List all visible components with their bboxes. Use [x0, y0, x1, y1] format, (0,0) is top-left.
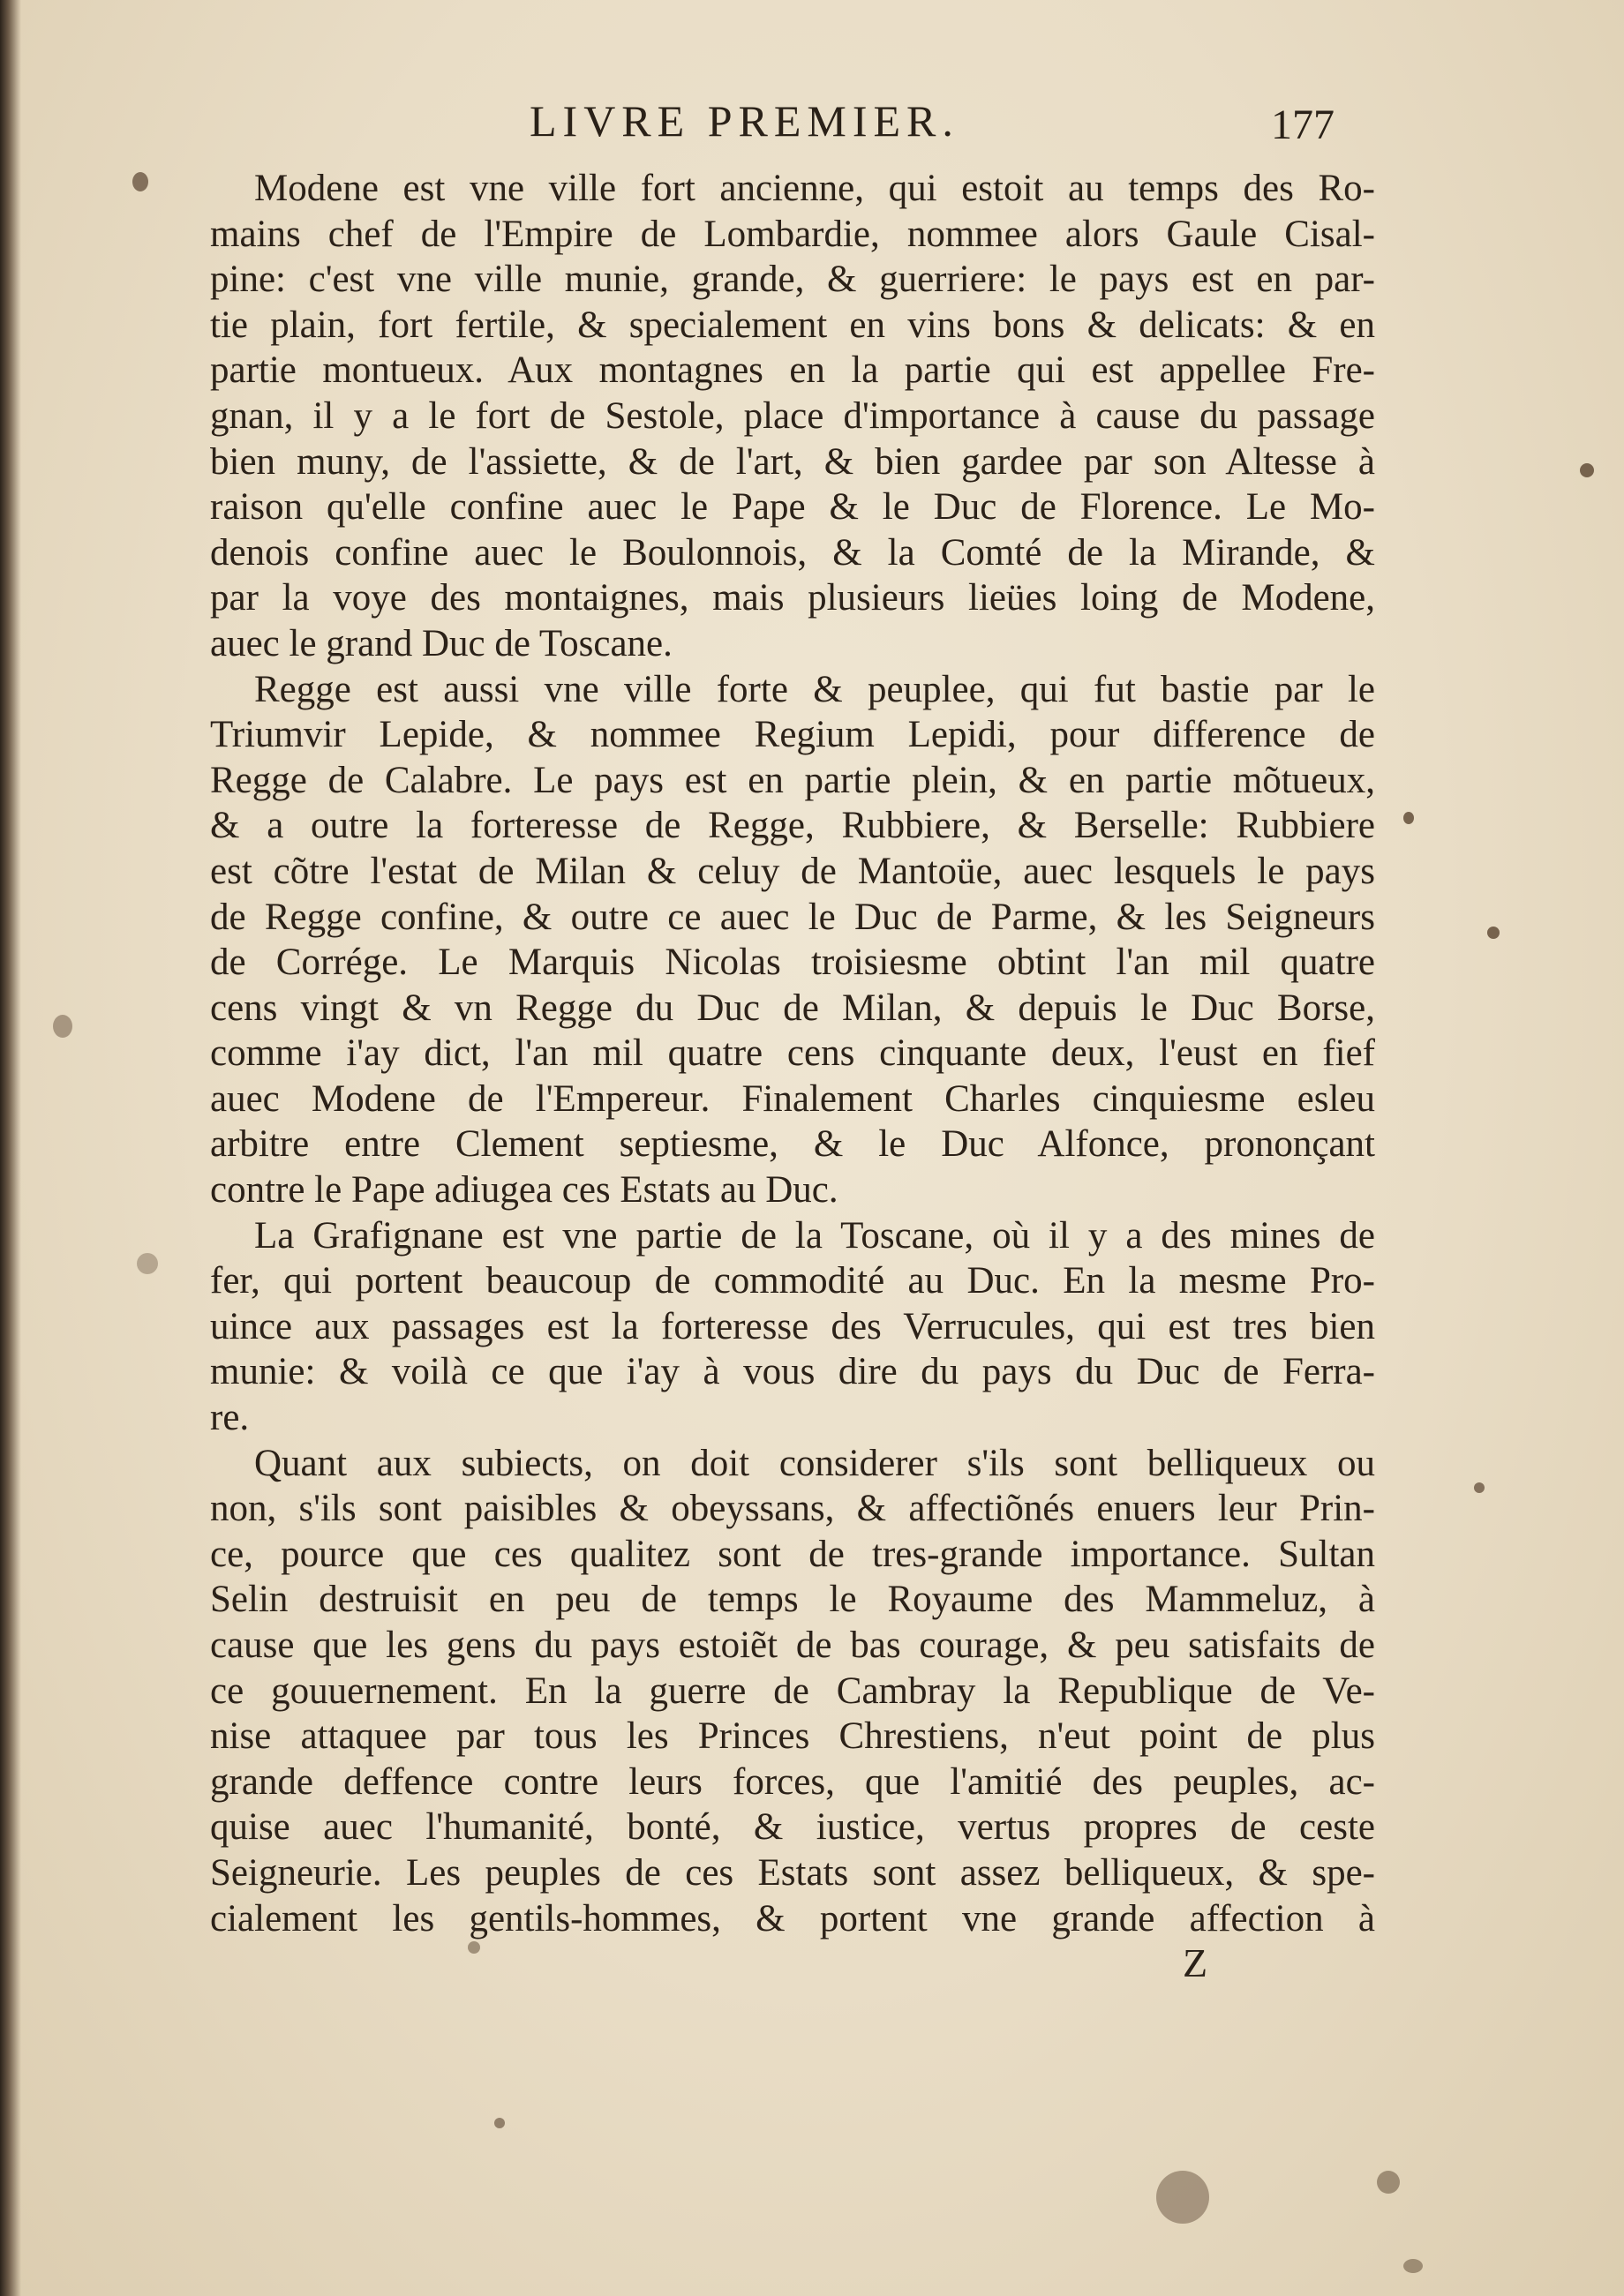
text-line: fer, qui portent beaucoup de commodité au Duc. En la mesme Pro-	[210, 1260, 1375, 1302]
page-spine-shadow	[0, 0, 21, 2296]
foxing-spot	[137, 1253, 158, 1274]
foxing-spot	[468, 1941, 480, 1954]
text-line: est cõtre l'estat de Milan & celuy de Mantoüe, auec lesquels le pays	[210, 850, 1375, 892]
text-line: grande deffence contre leurs forces, que l'amitié des peuples, ac-	[210, 1760, 1375, 1803]
text-line: cens vingt & vn Regge du Duc de Milan, & depuis le Duc Borse,	[210, 987, 1375, 1029]
text-line: ce, pource que ces qualitez sont de tres-grande importance. Sultan	[210, 1533, 1375, 1575]
text-line: gnan, il y a le fort de Sestole, place d'importance à cause du passage	[210, 394, 1375, 437]
text-line: raison qu'elle confine auec le Pape & le Duc de Florence. Le Mo-	[210, 486, 1375, 529]
foxing-spot	[1474, 1482, 1485, 1493]
text-line: Regge de Calabre. Le pays est en partie plein, & en partie mõtueux,	[210, 759, 1375, 801]
text-line: de Corrége. Le Marquis Nicolas troisiesme obtint l'an mil quatre	[210, 942, 1375, 984]
text-line: mains chef de l'Empire de Lombardie, nommee alors Gaule Cisal-	[210, 213, 1375, 255]
text-line: uince aux passages est la forteresse des Verrucules, qui est tres bien	[210, 1305, 1375, 1347]
foxing-spot	[1377, 2171, 1400, 2194]
foxing-spot	[1403, 812, 1414, 824]
text-line: nise attaquee par tous les Princes Chrestiens, n'eut point de plus	[210, 1715, 1375, 1758]
page-header	[0, 95, 1624, 166]
text-line: bien muny, de l'assiette, & de l'art, & bien gardee par son Altesse à	[210, 440, 1375, 483]
text-line: Triumvir Lepide, & nommee Regium Lepidi, pour difference de	[210, 714, 1375, 756]
foxing-spot	[494, 2118, 505, 2128]
text-line: cause que les gens du pays estoiẽt de bas courage, & peu satisfaits de	[210, 1624, 1375, 1666]
text-line: Seigneurie. Les peuples de ces Estats sont assez belliqueux, & spe-	[210, 1851, 1375, 1894]
foxing-spot	[1580, 463, 1594, 477]
text-line: Selin destruisit en peu de temps le Royaume des Mammeluz, à	[210, 1579, 1375, 1621]
text-line: non, s'ils sont paisibles & obeyssans, & affectiõnés enuers leur Prin-	[210, 1488, 1375, 1530]
text-line: tie plain, fort fertile, & specialement en vins bons & delicats: & en	[210, 304, 1375, 346]
signature-mark: Z	[1183, 1940, 1208, 1985]
text-line: pine: c'est vne ville munie, grande, & guerriere: le pays est en par-	[210, 259, 1375, 301]
body-text	[210, 166, 1375, 1941]
foxing-spot	[1487, 927, 1500, 939]
text-line: de Regge confine, & outre ce auec le Duc de Parme, & les Seigneurs	[210, 896, 1375, 938]
foxing-spot	[132, 172, 148, 191]
foxing-spot	[1156, 2171, 1209, 2224]
text-line: quise auec l'humanité, bonté, & iustice, vertus propres de ceste	[210, 1806, 1375, 1849]
text-line: auec le grand Duc de Toscane.	[210, 622, 673, 664]
text-line: arbitre entre Clement septiesme, & le Duc Alfonce, prononçant	[210, 1123, 1375, 1166]
page-number: 177	[1271, 101, 1335, 148]
foxing-spot	[1403, 2259, 1423, 2273]
text-line: La Grafignane est vne partie de la Toscane, où il y a des mines de	[254, 1214, 1375, 1257]
text-line: ce gouuernement. En la guerre de Cambray la Republique de Ve-	[210, 1669, 1375, 1712]
text-line: Modene est vne ville fort ancienne, qui estoit au temps des Ro-	[254, 168, 1375, 209]
text-line: par la voye des montaignes, mais plusieurs lieües loing de Modene,	[210, 577, 1375, 619]
text-line: comme i'ay dict, l'an mil quatre cens cinquante deux, l'eust en fief	[210, 1032, 1375, 1075]
text-line: auec Modene de l'Empereur. Finalement Charles cinquiesme esleu	[210, 1077, 1375, 1120]
text-line: denois confine auec le Boulonnois, & la Comté de la Mirande, &	[210, 531, 1375, 574]
foxing-spot	[53, 1015, 72, 1038]
text-line: cialement les gentils-hommes, & portent vne grande affection à	[210, 1897, 1375, 1940]
text-line: Quant aux subiects, on doit considerer s'ils sont belliqueux ou	[254, 1442, 1375, 1484]
text-line: munie: & voilà ce que i'ay à vous dire du pays du Duc de Ferra-	[210, 1351, 1375, 1393]
running-head: LIVRE PREMIER.	[530, 96, 959, 146]
text-line: re.	[210, 1397, 250, 1439]
text-line: Regge est aussi vne ville forte & peuplee, qui fut bastie par le	[254, 668, 1375, 710]
text-line: contre le Pape adiugea ces Estats au Duc.	[210, 1169, 838, 1212]
text-line: & a outre la forteresse de Regge, Rubbiere, & Berselle: Rubbiere	[210, 805, 1375, 847]
text-line: partie montueux. Aux montagnes en la partie qui est appellee Fre-	[210, 349, 1375, 392]
